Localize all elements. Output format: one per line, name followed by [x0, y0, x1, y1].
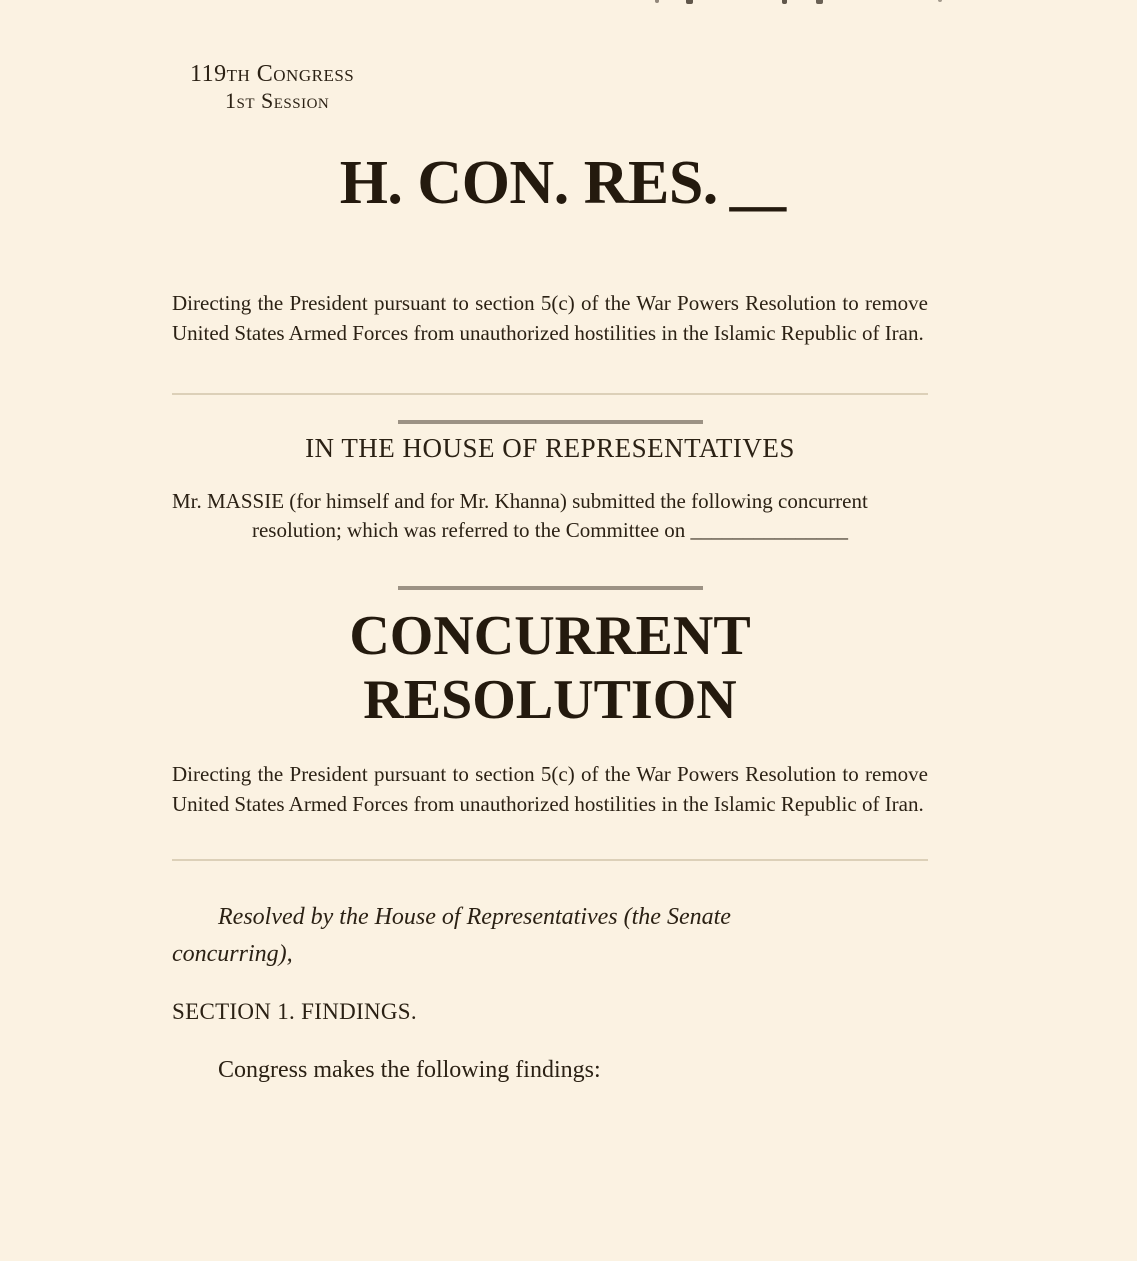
bill-number-blank-line: _ [729, 149, 785, 217]
clipped-glyph [938, 0, 942, 2]
congress-session-header [172, 60, 928, 113]
clipped-glyph [816, 0, 823, 4]
horizontal-rule-top [172, 393, 928, 395]
submission-line1: Mr. MASSIE (for himself and for Mr. Khanna) submitted the following concurrent [172, 489, 868, 513]
submission-line2: resolution; which was referred to the Committee on _______________ [251, 517, 849, 542]
findings-intro: Congress makes the following findings: [218, 1057, 601, 1083]
submission-statement [172, 487, 928, 544]
chamber-heading: IN THE HOUSE OF REPRESENTATIVES [305, 433, 795, 463]
bill-number-title [172, 145, 928, 221]
section-1-heading: SECTION 1. FINDINGS. [172, 999, 417, 1024]
bill-number-text: H. CON. RES. [339, 149, 718, 217]
document-content [172, 0, 928, 1085]
preamble-text: Directing the President pursuant to section 5(c) of the War Powers Resolution to remove United States Armed Forces from unauthorized hostilities in the Islamic Republic of Iran. [172, 291, 928, 345]
section-divider-bar [398, 586, 703, 590]
clipped-glyph [686, 0, 693, 4]
session-number-label: 1st Session [225, 88, 330, 113]
section-divider-bar [398, 420, 703, 424]
document-type-title: CONCURRENT RESOLUTION [349, 605, 751, 731]
congress-number-label: 119th Congress [190, 61, 355, 87]
preamble-text-repeat: Directing the President pursuant to section 5(c) of the War Powers Resolution to remove United States Armed Forces from unauthorized hostilities in the Islamic Republic of Iran. [172, 762, 928, 816]
resolved-clause: Resolved by the House of Representatives (the Senate concurring), [172, 904, 731, 967]
clipped-glyph [782, 0, 787, 4]
horizontal-rule-bottom [172, 859, 928, 861]
